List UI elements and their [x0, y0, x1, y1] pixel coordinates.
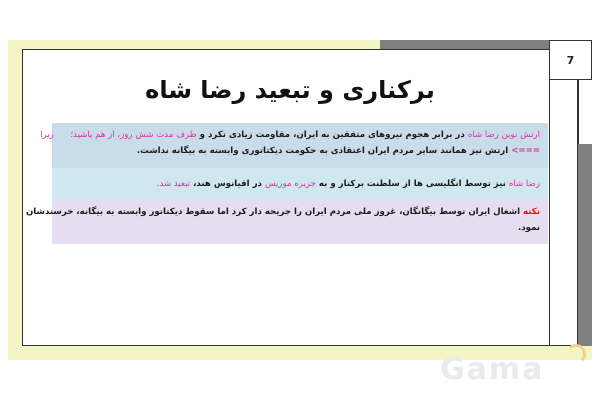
highlight-reza-shah: رضا شاه: [508, 179, 540, 189]
army-text: در برابر هجوم نیروهای متفقین به ایران، مقاومت زیادی نکرد و: [196, 130, 468, 140]
arrow-symbol: <===: [511, 146, 540, 156]
left-band: [8, 40, 22, 360]
slide-title: برکناری و تبعید رضا شاه: [145, 76, 435, 104]
right-band: [578, 144, 592, 360]
paragraph-army-line-1: [40, 127, 540, 143]
right-divider: [549, 80, 550, 346]
gama-watermark: Gama: [440, 352, 545, 387]
highlight-army: ارتش نوین رضا شاه: [467, 130, 540, 140]
highlight-because: زیرا: [40, 130, 54, 140]
note-label: نکته: [523, 207, 540, 217]
right-column: [578, 80, 592, 144]
top-left-band: [8, 40, 380, 49]
paragraph-army: [40, 123, 548, 168]
paragraph-army-line-2: [62, 143, 540, 159]
exile-text-1: نیز توسط انگلیسی ها از سلطنت برکنار و به: [315, 179, 509, 189]
note-text: اشغال ایران توسط بیگانگان، غرور ملی مردم ایران را جریحه دار کرد اما سقوط دیکتاتور وابسته به بیگانه، خرسندشان: [25, 207, 524, 217]
highlight-mauritius: جزیره موریس: [264, 179, 316, 189]
paragraph-exile: [52, 168, 548, 200]
page-number: 7: [549, 40, 592, 80]
exile-text-2: در اقیانوس هند،: [190, 179, 265, 189]
highlight-exiled: تبعید شد.: [156, 179, 191, 189]
gama-logo-icon: [566, 344, 586, 364]
highlight-six-days: ظرف مدت شش روز، از هم پاشید؛: [70, 130, 197, 140]
note-box: [25, 200, 548, 244]
paragraph-exile-line: [62, 172, 540, 192]
note-line-1: [25, 204, 540, 220]
note-line-2: نمود.: [517, 223, 540, 233]
army-reason-text: ارتش نیز همانند سایر مردم ایران اعتقادی به حکومت دیکتاتوری وابسته به بیگانه نداشت.: [136, 146, 512, 156]
